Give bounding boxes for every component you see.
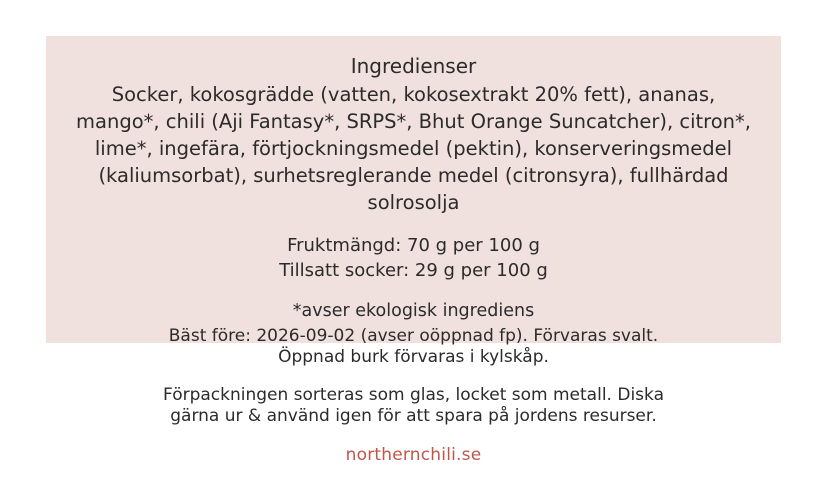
- added-sugar-line: Tillsatt socker: 29 g per 100 g: [279, 260, 548, 281]
- recycling-info: [46, 385, 781, 427]
- ingredients-heading: Ingredienser: [350, 54, 477, 78]
- organic-footnote: *avser ekologisk ingrediens: [292, 301, 535, 321]
- fruit-amount-line: Fruktmängd: 70 g per 100 g: [287, 235, 540, 256]
- recycling-line-1: Förpackningen sorteras som glas, locket som metall. Diska: [163, 385, 664, 405]
- website-link[interactable]: northernchili.se: [345, 445, 482, 465]
- recycling-line-2: gärna ur & använd igen för att spara på jordens resurser.: [170, 406, 657, 426]
- storage-and-recycling: [46, 326, 781, 466]
- ingredients-list: Socker, kokosgrädde (vatten, kokosextrakt 20% fett), ananas, mango*, chili (Aji Fantasy*, SRPS*, Bhut Orange Suncatcher), citron*, lime*, ingefära, förtjockningsmedel (pektin), konserveringsmedel (kaliumsorbat), surhetsreglerande medel (citronsyra), fullhärdad solrosolja: [76, 83, 751, 214]
- best-before-line-1: Bäst före: 2026-09-02 (avser oöppnad fp). Förvaras svalt.: [168, 326, 659, 346]
- best-before-line-2: Öppnad burk förvaras i kylskåp.: [278, 347, 549, 367]
- nutrition-facts: [66, 233, 761, 283]
- ingredients-panel: [46, 36, 781, 343]
